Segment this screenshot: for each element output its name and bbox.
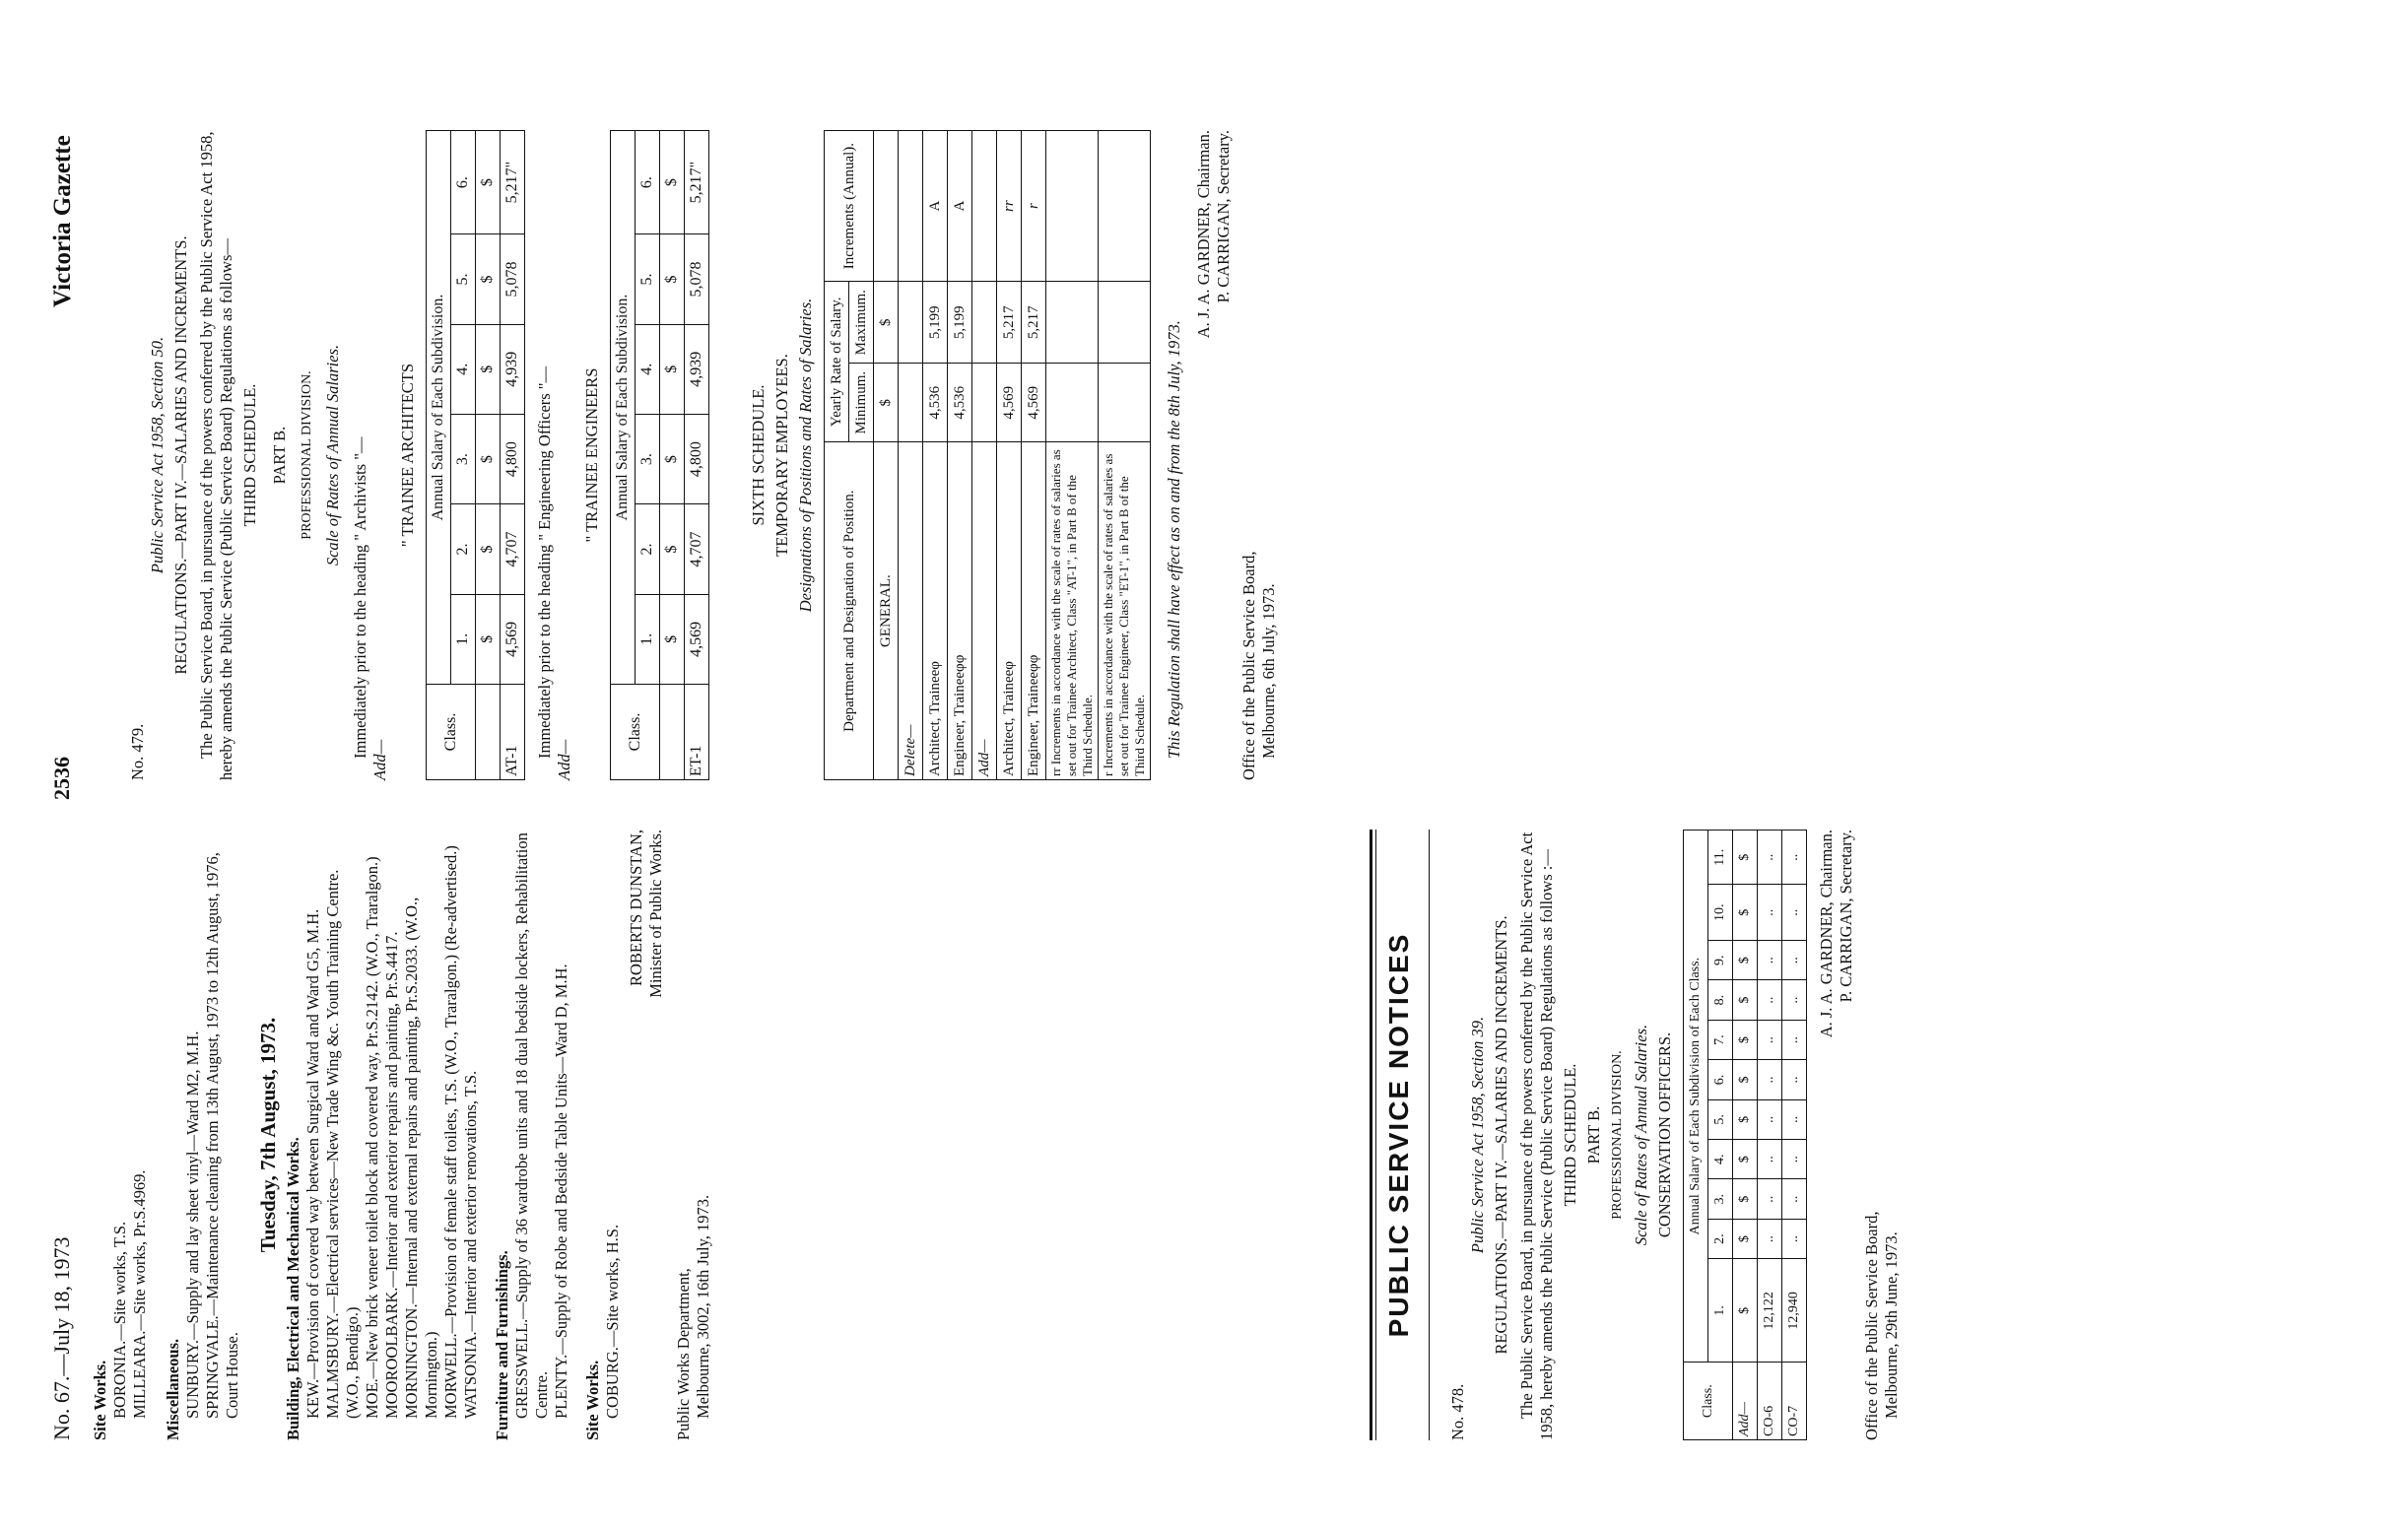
- table-cell: A: [923, 131, 948, 282]
- table-cell: 12,122: [1758, 1259, 1782, 1363]
- table-cell: Engineer, Traineeφφ: [948, 442, 972, 780]
- table-cell: rr: [997, 131, 1022, 282]
- table-cell: CO-6: [1758, 1363, 1782, 1440]
- table-cell: $: [874, 282, 899, 364]
- table-cell: Architect, Traineeφ: [997, 442, 1022, 780]
- table-header: 6.: [635, 131, 660, 234]
- notice-number: No. 478.: [1448, 1383, 1467, 1440]
- minister-signature: ROBERTS DUNSTAN,: [627, 830, 645, 987]
- scale-heading: Scale of Rates of Annual Salaries.: [323, 344, 342, 566]
- table-cell: ..: [1758, 941, 1782, 980]
- designations-heading: Designations of Positions and Rates of Salaries.: [796, 298, 815, 613]
- bem-heading: Building, Electrical and Mechanical Works.: [284, 1137, 302, 1440]
- secretary-signature: P. CARRIGAN, Secretary.: [1837, 830, 1855, 1003]
- part-heading: PART B.: [270, 426, 289, 485]
- table-cell: ..: [1782, 1179, 1807, 1219]
- furniture-heading: Furniture and Furnishings.: [493, 1250, 511, 1440]
- table-header: 6.: [1708, 1060, 1733, 1099]
- page-number: 2536: [49, 757, 74, 800]
- instruction-text: Immediately prior to the heading " Engineering Officers "—: [535, 366, 554, 759]
- table-footnote: rr Increments in accordance with the scale of rates of salaries as set out for Trainee Architect, Class "AT-1", in Part B of the Third Schedule.: [1046, 442, 1099, 780]
- table-cell: 5,078: [685, 234, 709, 324]
- list-item: MORNINGTON.—Internal and external repairs and painting, Pr.S.2033. (W.O., Mornington.): [402, 897, 440, 1419]
- notice-intro: The Public Service Board, in pursuance of the powers conferred by the Public Service Act 1958, hereby amends the Public Service (Public Service Board) Regulations as follows—: [197, 131, 235, 780]
- table-header: Class.: [1684, 1363, 1733, 1440]
- divider-rule: [1429, 830, 1430, 1440]
- division-heading: PROFESSIONAL DIVISION.: [1610, 1050, 1625, 1220]
- table-cell: GENERAL.: [874, 442, 899, 780]
- table-cell: $: [1733, 941, 1758, 980]
- trainee-architects-table: [426, 130, 525, 780]
- table-cell: ..: [1782, 831, 1807, 885]
- table-cell: ..: [1782, 980, 1807, 1020]
- page-header-left: No. 67.—July 18, 1973: [49, 1236, 74, 1440]
- table-cell: $: [660, 324, 685, 414]
- table-cell: Delete—: [899, 442, 923, 780]
- table-header: 5.: [635, 234, 660, 324]
- table-cell: ..: [1758, 831, 1782, 885]
- table-cell: 4,939: [501, 324, 525, 414]
- table-cell: ..: [1758, 1179, 1782, 1219]
- table-cell: $: [1733, 980, 1758, 1020]
- group-heading: CONSERVATION OFFICERS.: [1655, 1031, 1674, 1238]
- table-cell: 4,536: [948, 364, 972, 442]
- table-row: [501, 131, 525, 780]
- table-cell: ..: [1782, 1060, 1807, 1099]
- table-cell: $: [476, 234, 501, 324]
- notice-number: No. 479.: [128, 723, 147, 780]
- notice-478: [1448, 830, 1902, 1440]
- table-cell: $: [1733, 1140, 1758, 1179]
- list-item: COBURG.—Site works, H.S.: [603, 1224, 622, 1419]
- footer-office: Office of the Public Service Board,: [1862, 1211, 1881, 1440]
- table-cell: $: [476, 504, 501, 594]
- table-header: Annual Salary of Each Subdivision.: [427, 131, 451, 685]
- sixth-schedule-heading: SIXTH SCHEDULE.: [749, 384, 768, 526]
- table-cell: $: [660, 131, 685, 234]
- temporary-employees-table: [824, 130, 1151, 780]
- division-heading: PROFESSIONAL DIVISION.: [300, 370, 314, 540]
- table-header: 10.: [1708, 885, 1733, 941]
- table-cell: 4,939: [685, 324, 709, 414]
- table-cell: $: [476, 324, 501, 414]
- table-cell: ..: [1758, 1140, 1782, 1179]
- divider-rule: [1375, 830, 1376, 1440]
- table-row: [1758, 831, 1782, 1440]
- effect-statement: This Regulation shall have effect as on and from the 8th July, 1973.: [1165, 320, 1183, 759]
- table-cell: ..: [1782, 1099, 1807, 1139]
- notice-title: REGULATIONS.—PART IV.—SALARIES AND INCREMENTS.: [171, 235, 190, 675]
- table-header: 2.: [635, 504, 660, 594]
- table-cell: ET-1: [685, 684, 709, 779]
- table-cell: ..: [1782, 885, 1807, 941]
- table-row: [997, 131, 1022, 780]
- table-cell: ..: [1758, 1060, 1782, 1099]
- table-cell: ..: [1758, 1020, 1782, 1059]
- chairman-signature: A. J. A. GARDNER, Chairman.: [1194, 130, 1213, 339]
- site-works-heading-2: Site Works.: [583, 1360, 602, 1440]
- table-cell: ..: [1782, 941, 1807, 980]
- group-heading: " TRAINEE ENGINEERS: [582, 367, 601, 543]
- table-header: 5.: [451, 234, 476, 324]
- secretary-signature: P. CARRIGAN, Secretary.: [1214, 130, 1233, 303]
- list-item: MALMSBURY.—Electrical services—New Trade Wing &c. Youth Training Centre. (W.O., Bendigo.): [323, 869, 362, 1419]
- table-cell: ..: [1782, 1020, 1807, 1059]
- tenders-column: [91, 830, 713, 1440]
- table-cell: r: [1022, 131, 1046, 282]
- list-item: BORONIA.—Site works, T.S.: [110, 1221, 129, 1419]
- table-header: Increments (Annual).: [825, 131, 874, 282]
- table-cell: Add—: [972, 442, 997, 780]
- table-header: Annual Salary of Each Subdivision.: [611, 131, 635, 685]
- misc-heading: Miscellaneous.: [164, 1338, 182, 1440]
- table-cell: ..: [1758, 1219, 1782, 1258]
- table-header: Class.: [611, 684, 660, 779]
- page-header-right: Victoria Gazette: [49, 135, 76, 307]
- table-header: 4.: [635, 324, 660, 414]
- table-cell: 4,536: [923, 364, 948, 442]
- notice-act: Public Service Act 1958, Section 50.: [148, 336, 167, 574]
- table-header: 4.: [1708, 1140, 1733, 1179]
- table-cell: Add—: [1733, 1363, 1758, 1440]
- table-row: [685, 131, 709, 780]
- table-header: 3.: [1708, 1179, 1733, 1219]
- table-cell: 5,078: [501, 234, 525, 324]
- table-cell: $: [476, 594, 501, 684]
- table-cell: $: [1733, 831, 1758, 885]
- list-item: MORWELL.—Provision of female staff toilets, T.S. (W.O., Traralgon.) (Re-advertised.): [441, 845, 460, 1419]
- table-cell: $: [1733, 885, 1758, 941]
- table-cell: 4,569: [685, 594, 709, 684]
- list-item: MOOROOLBARK.—Interior and exterior repairs and painting, Pr.S.4417.: [382, 931, 401, 1419]
- table-cell: 5,199: [923, 282, 948, 364]
- chairman-signature: A. J. A. GARDNER, Chairman.: [1817, 830, 1836, 1038]
- table-cell: 4,569: [501, 594, 525, 684]
- list-item: SPRINGVALE.—Maintenance cleaning from 13th August, 1973 to 12th August, 1976, Court House.: [203, 852, 241, 1419]
- date-heading: Tuesday, 7th August, 1973.: [256, 1017, 280, 1253]
- table-cell: $: [1733, 1020, 1758, 1059]
- table-cell: $: [1733, 1060, 1758, 1099]
- table-cell: $: [1733, 1099, 1758, 1139]
- table-row: [948, 131, 972, 780]
- table-header: 3.: [635, 414, 660, 503]
- footer-department: Public Works Department,: [674, 1268, 693, 1440]
- table-header: Class.: [427, 684, 476, 779]
- table-header: 1.: [451, 594, 476, 684]
- table-cell: 5,217": [685, 131, 709, 234]
- table-cell: 4,800: [685, 414, 709, 503]
- table-header: 5.: [1708, 1099, 1733, 1139]
- table-cell: 5,217": [501, 131, 525, 234]
- table-cell: 5,199: [948, 282, 972, 364]
- part-heading: PART B.: [1584, 1105, 1603, 1164]
- minister-title: Minister of Public Works.: [646, 830, 665, 998]
- schedule-heading: THIRD SCHEDULE.: [1561, 1063, 1579, 1207]
- footer-date: Melbourne, 3002, 16th July, 1973.: [694, 1194, 712, 1419]
- instruction-text: Immediately prior to the heading " Archivists "—: [351, 436, 369, 759]
- table-header: Annual Salary of Each Subdivision of Each Class.: [1684, 831, 1708, 1363]
- list-item: KEW.—Provision of covered way between Surgical Ward and Ward G5, M.H.: [303, 908, 322, 1419]
- add-label: Add—: [370, 739, 389, 780]
- schedule-heading: THIRD SCHEDULE.: [240, 383, 259, 527]
- list-item: MILLEARA.—Site works, Pr.S.4969.: [130, 1169, 149, 1419]
- table-cell: 5,217: [1022, 282, 1046, 364]
- table-cell: 4,707: [501, 504, 525, 594]
- notice-intro: The Public Service Board, in pursuance of the powers conferred by the Public Service Act 1958, hereby amends the Public Service (Public Service Board) Regulations as follows :—: [1517, 831, 1556, 1440]
- divider-rule: [1370, 830, 1372, 1440]
- table-cell: $: [1733, 1259, 1758, 1363]
- table-cell: 5,217: [997, 282, 1022, 364]
- notice-479: [128, 130, 1279, 780]
- table-cell: ..: [1758, 885, 1782, 941]
- scale-heading: Scale of Rates of Annual Salaries.: [1632, 1024, 1650, 1246]
- list-item: PLENTY.—Supply of Robe and Bedside Table Units—Ward D, M.H.: [552, 964, 570, 1419]
- table-header: 1.: [1708, 1259, 1733, 1363]
- table-footnote: r Increments in accordance with the scale of rates of salaries as set out for Trainee Engineer, Class "ET-1", in Part B of the Third Schedule.: [1099, 442, 1151, 780]
- list-item: MOE.—New brick veneer toilet block and covered way, Pr.S.2142. (W.O., Traralgon.): [363, 856, 381, 1419]
- table-cell: $: [476, 414, 501, 503]
- table-cell: ..: [1758, 1099, 1782, 1139]
- table-cell: $: [1733, 1179, 1758, 1219]
- list-item: GRESSWELL.—Supply of 36 wardrobe units and 18 dual bedside lockers, Rehabilitation Centre.: [512, 832, 551, 1419]
- table-cell: $: [874, 364, 899, 442]
- table-cell: $: [660, 234, 685, 324]
- table-header: 11.: [1708, 831, 1733, 885]
- table-cell: $: [660, 504, 685, 594]
- table-header: Department and Designation of Position.: [825, 442, 874, 780]
- table-cell: A: [948, 131, 972, 282]
- table-header: 3.: [451, 414, 476, 503]
- temp-employees-heading: TEMPORARY EMPLOYEES.: [772, 354, 791, 557]
- table-row: [923, 131, 948, 780]
- table-cell: CO-7: [1782, 1363, 1807, 1440]
- notice-act: Public Service Act 1958, Section 39.: [1468, 1016, 1487, 1254]
- list-item: SUNBURY.—Supply and lay sheet vinyl—Ward M2, M.H.: [183, 1030, 202, 1419]
- table-header: 9.: [1708, 941, 1733, 980]
- footer-date: Melbourne, 6th July, 1973.: [1259, 583, 1278, 759]
- table-cell: 4,569: [997, 364, 1022, 442]
- table-cell: 4,707: [685, 504, 709, 594]
- table-cell: $: [476, 131, 501, 234]
- table-cell: 12,940: [1782, 1259, 1807, 1363]
- table-cell: $: [1733, 1219, 1758, 1258]
- table-cell: $: [660, 594, 685, 684]
- table-cell: ..: [1782, 1140, 1807, 1179]
- table-cell: AT-1: [501, 684, 525, 779]
- table-header: Maximum.: [849, 282, 874, 364]
- trainee-engineers-table: [610, 130, 709, 780]
- table-cell: Engineer, Traineeφφ: [1022, 442, 1046, 780]
- table-header: 6.: [451, 131, 476, 234]
- footer-office: Office of the Public Service Board,: [1239, 551, 1258, 780]
- public-notices-heading: PUBLIC SERVICE NOTICES: [1383, 932, 1414, 1338]
- table-header: 4.: [451, 324, 476, 414]
- list-item: WATSONIA.—Interior and exterior renovations, T.S.: [461, 1070, 480, 1419]
- table-header: 7.: [1708, 1020, 1733, 1059]
- table-header: 2.: [1708, 1219, 1733, 1258]
- table-header: 8.: [1708, 980, 1733, 1020]
- table-cell: 4,569: [1022, 364, 1046, 442]
- add-label: Add—: [555, 739, 573, 780]
- table-row: [1022, 131, 1046, 780]
- group-heading: " TRAINEE ARCHITECTS: [398, 363, 417, 548]
- footer-date: Melbourne, 29th June, 1973.: [1882, 1231, 1901, 1419]
- table-header: 1.: [635, 594, 660, 684]
- site-works-heading: Site Works.: [91, 1360, 109, 1440]
- notice-title: REGULATIONS.—PART IV.—SALARIES AND INCREMENTS.: [1492, 915, 1510, 1355]
- table-cell: ..: [1782, 1219, 1807, 1258]
- table-row: [1782, 831, 1807, 1440]
- table-header: Yearly Rate of Salary.: [825, 282, 849, 442]
- table-cell: ..: [1758, 980, 1782, 1020]
- table-cell: $: [660, 414, 685, 503]
- table-header: 2.: [451, 504, 476, 594]
- table-cell: 4,800: [501, 414, 525, 503]
- conservation-officers-table: [1683, 830, 1807, 1440]
- table-cell: Architect, Traineeφ: [923, 442, 948, 780]
- table-header: Minimum.: [849, 364, 874, 442]
